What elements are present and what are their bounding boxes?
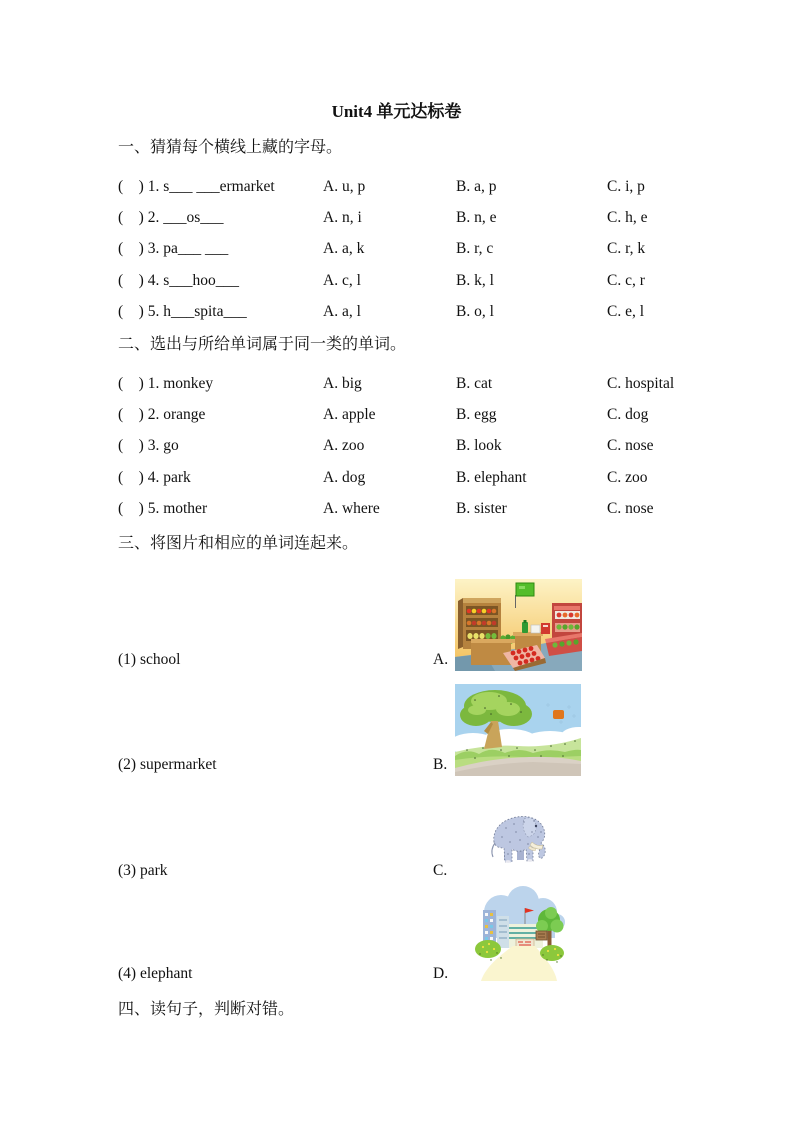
- option-c: C. r, k: [607, 240, 646, 258]
- option-c: C. h, e: [607, 209, 648, 227]
- match-item-3-label: (3) park: [118, 861, 168, 879]
- match-picture-b-letter: B.: [433, 755, 448, 773]
- option-a: A. zoo: [323, 437, 365, 455]
- question-stem: ( ) 2. orange: [118, 406, 206, 424]
- page-title: Unit4 单元达标卷: [331, 102, 462, 121]
- option-a: A. a, k: [323, 240, 365, 258]
- match-item-1-label: (1) school: [118, 650, 181, 668]
- option-a: A. big: [323, 374, 362, 392]
- option-b: B. egg: [456, 406, 497, 424]
- elephant-illustration: [455, 804, 582, 882]
- question-stem: ( ) 4. park: [118, 468, 191, 486]
- option-c: C. i, p: [607, 177, 645, 195]
- question-row: [118, 234, 753, 265]
- question-row: [118, 431, 753, 462]
- option-c: C. nose: [607, 500, 654, 518]
- match-row-2: [118, 684, 753, 776]
- section-4-heading: 四、读句子，判断对错。: [118, 1000, 295, 1018]
- option-b: B. k, l: [456, 271, 494, 289]
- question-stem: ( ) 2. ___os___: [118, 209, 224, 227]
- option-a: A. apple: [323, 406, 376, 424]
- option-c: C. hospital: [607, 374, 675, 392]
- question-row: [118, 462, 753, 493]
- question-stem: ( ) 5. h___spita___: [118, 303, 247, 321]
- question-stem: ( ) 1. monkey: [118, 374, 214, 392]
- match-row-4: [118, 886, 753, 985]
- option-a: A. n, i: [323, 209, 362, 227]
- question-stem: ( ) 3. go: [118, 437, 179, 455]
- section-1-questions: [118, 171, 753, 328]
- question-row: [118, 399, 753, 430]
- question-stem: ( ) 1. s___ ___ermarket: [118, 177, 275, 195]
- match-picture-d-letter: D.: [433, 964, 449, 982]
- match-row-3: [118, 804, 753, 882]
- option-a: A. dog: [323, 468, 366, 486]
- question-row: [118, 171, 753, 202]
- question-stem: ( ) 5. mother: [118, 500, 208, 518]
- question-row: [118, 368, 753, 399]
- option-a: A. u, p: [323, 177, 366, 195]
- worksheet-content: [118, 137, 753, 1021]
- option-b: B. elephant: [456, 468, 527, 486]
- section-1-heading: 一、猜猜每个横线上藏的字母。: [118, 139, 343, 156]
- option-c: C. e, l: [607, 303, 645, 321]
- match-item-2-label: (2) supermarket: [118, 755, 217, 773]
- question-row: [118, 297, 753, 328]
- option-c: C. nose: [607, 437, 654, 455]
- section-2-questions: [118, 368, 753, 525]
- option-b: B. n, e: [456, 209, 497, 227]
- option-b: B. sister: [456, 500, 507, 518]
- option-a: A. a, l: [323, 303, 361, 321]
- option-c: C. zoo: [607, 468, 648, 486]
- question-row: [118, 494, 753, 525]
- option-c: C. dog: [607, 406, 649, 424]
- question-stem: ( ) 3. pa___ ___: [118, 240, 229, 258]
- section-3: [118, 533, 753, 985]
- section-2-heading: 二、选出与所给单词属于同一类的单词。: [118, 335, 407, 353]
- option-b: B. o, l: [456, 303, 494, 321]
- option-b: B. look: [456, 437, 502, 455]
- option-b: B. a, p: [456, 177, 497, 195]
- match-picture-a-letter: A.: [433, 650, 449, 668]
- match-picture-c-letter: C.: [433, 861, 448, 879]
- park-illustration: [455, 684, 581, 776]
- section-3-heading: 三、将图片和相应的单词连起来。: [118, 534, 359, 552]
- option-b: B. cat: [456, 374, 493, 392]
- option-a: A. where: [323, 500, 380, 518]
- question-row: [118, 265, 753, 296]
- section-4: [118, 999, 753, 1021]
- school-illustration: [455, 886, 582, 985]
- supermarket-illustration: [455, 579, 582, 671]
- section-1: [118, 137, 753, 328]
- question-row: [118, 202, 753, 233]
- section-2: [118, 334, 753, 525]
- match-item-4-label: (4) elephant: [118, 964, 193, 982]
- match-row-1: [118, 579, 753, 671]
- option-c: C. c, r: [607, 271, 645, 289]
- option-b: B. r, c: [456, 240, 494, 258]
- option-a: A. c, l: [323, 271, 361, 289]
- question-stem: ( ) 4. s___hoo___: [118, 271, 239, 289]
